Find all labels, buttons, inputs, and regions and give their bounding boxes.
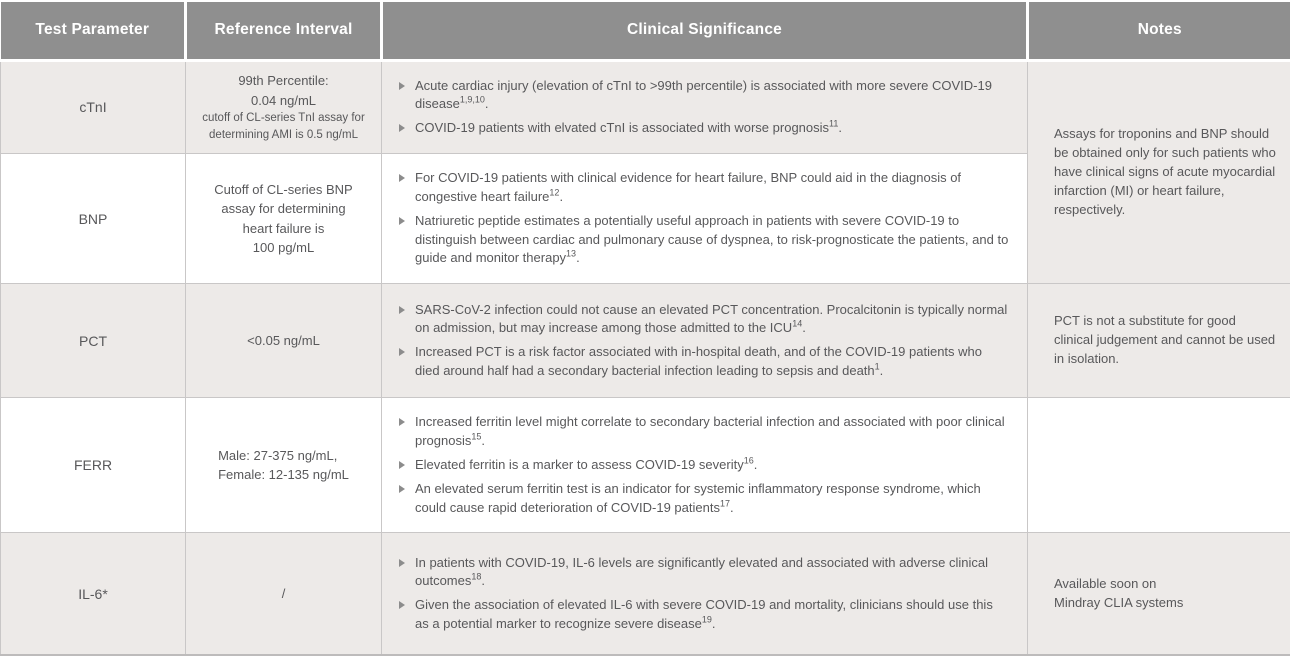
reference-line: assay for determining (190, 199, 377, 219)
citation-superscript: 1,9,10 (460, 95, 485, 105)
significance-text: Natriuretic peptide estimates a potentially useful approach in patients with severe COVID-19 to distinguish between cardiac and pulmonary cause of dyspnea, to risk-prognosticate the patients, and to guide and monitor therapy$^{13}$. (415, 212, 1009, 269)
reference-line: Male: 27-375 ng/mL, (218, 446, 349, 466)
cell-ferr-parameter: FERR (1, 398, 186, 533)
table-row-ferr (1, 398, 1290, 533)
table-row-pct (1, 284, 1290, 398)
significance-text: Increased PCT is a risk factor associated with in-hospital death, and of the COVID-19 patients who died around half had a secondary bacterial infection leading to sepsis and death$^1$. (415, 343, 1009, 381)
bullet-triangle-icon (399, 174, 405, 182)
bullet-item (396, 343, 1009, 381)
significance-text: For COVID-19 patients with clinical evidence for heart failure, BNP could aid in the diagnosis of congestive heart failure$^{12}$. (415, 169, 1009, 207)
bullet-triangle-icon (399, 559, 405, 567)
citation-superscript: 13 (566, 249, 576, 259)
reference-line: cutoff of CL-series TnI assay for (190, 110, 377, 127)
bullet-item (396, 413, 1009, 451)
header-cell-clinical-significance: Clinical Significance (382, 1, 1028, 60)
bullet-triangle-icon (399, 485, 405, 493)
bullet-item (396, 77, 1009, 115)
cell-bnp-reference (186, 154, 382, 284)
bullet-triangle-icon (399, 306, 405, 314)
table-row-il6 (1, 533, 1290, 655)
bullet-triangle-icon (399, 461, 405, 469)
bullet-item (396, 119, 1009, 138)
cell-il6-significance (382, 533, 1028, 655)
bullet-triangle-icon (399, 601, 405, 609)
cell-bnp-significance (382, 154, 1028, 284)
citation-superscript: 12 (549, 188, 559, 198)
citation-superscript: 16 (744, 456, 754, 466)
cell-ferr-significance (382, 398, 1028, 533)
cell-ctni-parameter: cTnI (1, 60, 186, 154)
bullet-item (396, 212, 1009, 269)
citation-superscript: 18 (471, 572, 481, 582)
significance-text: Acute cardiac injury (elevation of cTnI to >99th percentile) is associated with more severe COVID-19 disease$^{1,9,10}$. (415, 77, 1009, 115)
header-cell-notes: Notes (1028, 1, 1290, 60)
cell-pct-reference (186, 284, 382, 398)
reference-line: 0.04 ng/mL (190, 91, 377, 111)
bullet-triangle-icon (399, 418, 405, 426)
bullet-triangle-icon (399, 348, 405, 356)
reference-line: 99th Percentile: (190, 71, 377, 91)
significance-text: In patients with COVID-19, IL-6 levels are significantly elevated and associated with adverse clinical outcomes$^{18}$. (415, 554, 1009, 592)
table-header-row (1, 1, 1290, 60)
bullet-item (396, 456, 1009, 475)
reference-line: Cutoff of CL-series BNP (190, 180, 377, 200)
citation-superscript: 17 (720, 498, 730, 508)
cell-il6-note (1028, 533, 1290, 655)
citation-superscript: 15 (471, 432, 481, 442)
reference-line: Female: 12-135 ng/mL (218, 465, 349, 485)
header-cell-reference-interval: Reference Interval (186, 1, 382, 60)
cell-ctni-bnp-note (1028, 60, 1290, 284)
significance-text: Elevated ferritin is a marker to assess COVID-19 severity$^{16}$. (415, 456, 757, 475)
bullet-item (396, 554, 1009, 592)
reference-line: <0.05 ng/mL (190, 331, 377, 351)
reference-line: 100 pg/mL (190, 238, 377, 258)
reference-line: determining AMI is 0.5 ng/mL (190, 127, 377, 144)
significance-text: An elevated serum ferritin test is an indicator for systemic inflammatory response syndrome, which could cause rapid deterioration of COVID-19 patients$^{17}$. (415, 480, 1009, 518)
note-line: Available soon on (1054, 575, 1278, 594)
cell-il6-reference (186, 533, 382, 655)
citation-superscript: 11 (829, 119, 838, 129)
bullet-triangle-icon (399, 217, 405, 225)
significance-text: COVID-19 patients with elvated cTnI is associated with worse prognosis$^{11}$. (415, 119, 842, 138)
cell-ctni-significance (382, 60, 1028, 154)
cell-il6-parameter: IL-6* (1, 533, 186, 655)
cell-pct-parameter: PCT (1, 284, 186, 398)
reference-line: / (190, 584, 377, 604)
bullet-item (396, 596, 1009, 634)
note-text: Assays for troponins and BNP should be obtained only for such patients who have clinical signs of acute myocardial infarction (MI) or heart failure, respectively. (1054, 125, 1278, 219)
bullet-item (396, 480, 1009, 518)
significance-text: SARS-CoV-2 infection could not cause an elevated PCT concentration. Procalcitonin is typically normal on admission, but may increase among those admitted to the ICU$^{14}$. (415, 301, 1009, 339)
citation-superscript: 19 (702, 615, 712, 625)
cell-bnp-parameter: BNP (1, 154, 186, 284)
bullet-triangle-icon (399, 82, 405, 90)
cell-ferr-reference (186, 398, 382, 533)
cell-pct-note (1028, 284, 1290, 398)
bullet-item (396, 169, 1009, 207)
citation-superscript: 1 (875, 362, 880, 372)
significance-text: Increased ferritin level might correlate to secondary bacterial infection and associated with poor clinical prognosis$^{15}$. (415, 413, 1009, 451)
header-cell-test-parameter: Test Parameter (1, 1, 186, 60)
note-text: PCT is not a substitute for good clinical judgement and cannot be used in isolation. (1054, 312, 1278, 369)
citation-superscript: 14 (792, 319, 802, 329)
reference-line: heart failure is (190, 219, 377, 239)
bullet-triangle-icon (399, 124, 405, 132)
cell-ctni-reference (186, 60, 382, 154)
significance-text: Given the association of elevated IL-6 with severe COVID-19 and mortality, clinicians should use this as a potential marker to recognize severe disease$^{19}$. (415, 596, 1009, 634)
cell-ferr-note (1028, 398, 1290, 533)
cell-pct-significance (382, 284, 1028, 398)
note-line: Mindray CLIA systems (1054, 594, 1278, 613)
bullet-item (396, 301, 1009, 339)
table-row-ctni (1, 60, 1290, 154)
reference-block (218, 446, 349, 485)
